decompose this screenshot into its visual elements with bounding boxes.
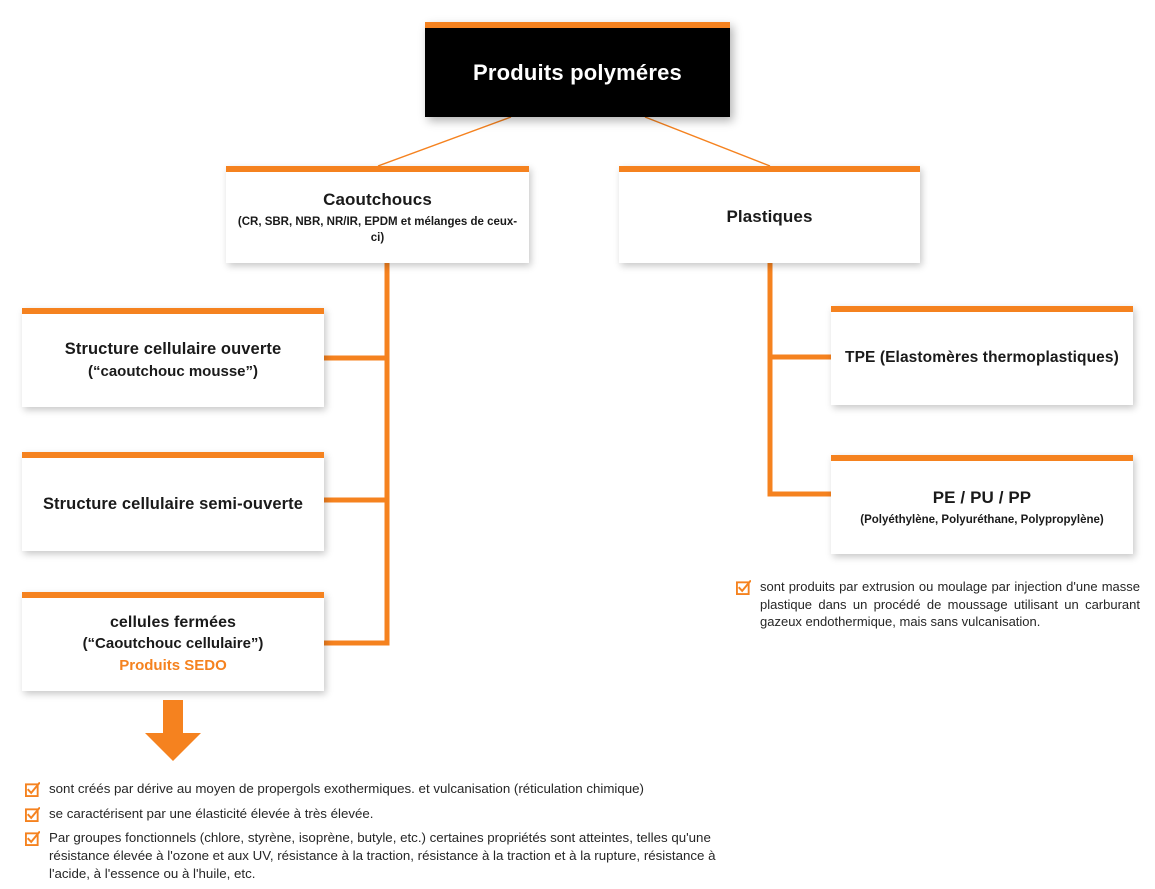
node-title: cellules fermées [109,614,237,632]
node-produits-polymeres[interactable] [425,22,730,117]
checkbox-checked-icon [25,807,40,822]
notes-rubber [25,780,725,889]
list-item [736,578,1140,631]
list-item-text: Par groupes fonctionnels (chlore, styrène, isoprène, butyle, etc.) certaines propriétés sont atteintes, telles qu'une résistance élevée à l'ozone et aux UV, résistance à la traction, résistance à la traction et à la rupture, résistance à l'acide, à l'essence ou à l'huile, etc. [49,830,716,881]
node-tpe[interactable] [831,306,1133,405]
list-item [25,780,725,798]
node-title: Structure cellulaire ouverte [64,339,282,358]
checkbox-checked-icon [736,580,751,595]
connector-root-to-plastics [645,117,770,166]
node-title: Produits polyméres [473,59,682,85]
checkbox-checked-icon [25,782,40,797]
node-structure-cellulaire-semi-ouverte[interactable] [22,452,324,551]
node-title: PE / PU / PP [932,488,1032,508]
node-title: Structure cellulaire semi-ouverte [42,494,304,513]
list-item [25,805,725,823]
node-title: TPE (Elastomères thermoplastiques) [845,349,1119,367]
node-title: Caoutchoucs [323,190,432,210]
node-subtitle: (“caoutchouc mousse”) [87,362,259,380]
node-plastiques[interactable] [619,166,920,263]
notes-plastics [736,578,1140,638]
node-cellules-fermees[interactable] [22,592,324,691]
list-item-text: sont créés par dérive au moyen de propergols exothermiques. et vulcanisation (réticulation chimique) [49,781,644,796]
node-caoutchoucs[interactable] [226,166,529,263]
node-structure-cellulaire-ouverte[interactable] [22,308,324,407]
node-accent-label: Produits SEDO [119,657,227,675]
node-pe-pu-pp[interactable] [831,455,1133,554]
node-title: Plastiques [726,207,813,227]
list-item [25,829,725,882]
node-subtitle: (“Caoutchouc cellulaire”) [82,635,264,653]
arrow-down-icon [144,700,202,762]
checkbox-checked-icon [25,831,40,846]
list-item-text: se caractérisent par une élasticité élevée à très élevée. [49,805,374,821]
connector-root-to-rubber [378,117,511,166]
list-item-text: sont produits par extrusion ou moulage par injection d'une masse plastique dans un procédé de moussage utilisant un carburant gazeux endothermique, mais sans vulcanisation. [760,579,1140,630]
node-subtitle: (Polyéthylène, Polyuréthane, Polypropylène) [860,513,1104,526]
node-subtitle: (CR, SBR, NBR, NR/IR, EPDM et mélanges de ceux-ci) [237,215,518,244]
